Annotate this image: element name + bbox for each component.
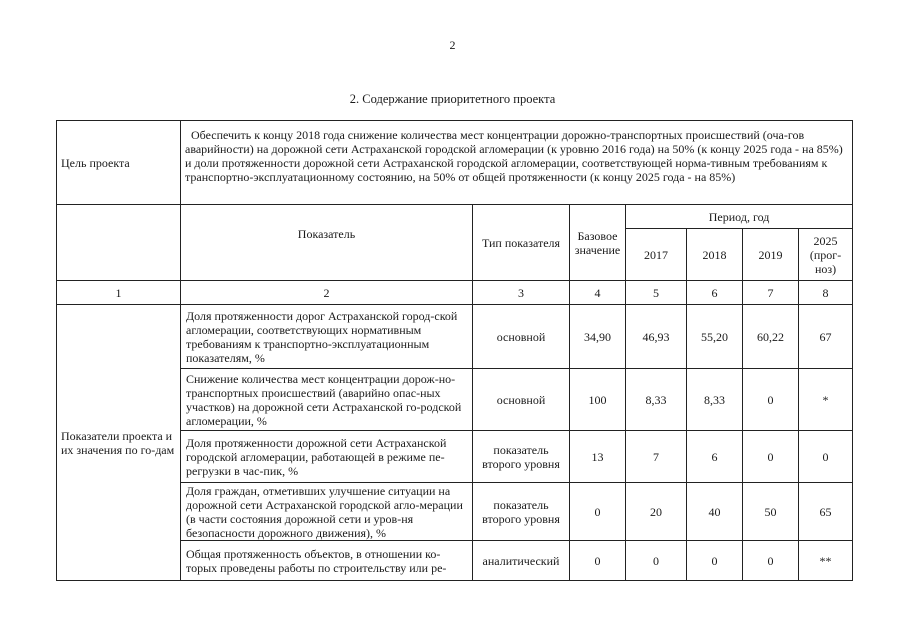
column-number: 6 — [687, 281, 743, 305]
value-2019: 0 — [743, 541, 799, 581]
header-year: 2018 — [687, 229, 743, 281]
indicator-name: Доля протяженности дорожной сети Астраханской городской агломерации, работающей в режиме пе-регрузки в час-пик, % — [181, 431, 473, 483]
goal-row — [57, 121, 853, 205]
value-2018: 55,20 — [687, 305, 743, 369]
column-numbers-row — [57, 281, 853, 305]
goal-label: Цель проекта — [57, 121, 181, 205]
indicator-type: показатель второго уровня — [473, 483, 570, 541]
indicator-type: основной — [473, 305, 570, 369]
value-2017: 20 — [626, 483, 687, 541]
base-value: 13 — [570, 431, 626, 483]
indicator-name: Снижение количества мест концентрации дорож-но-транспортных происшествий (аварийно опас-ных участков) на дорожной сети Астраханской го-родской агломерации, % — [181, 369, 473, 431]
header-type: Тип показателя — [473, 205, 570, 281]
goal-text: Обеспечить к концу 2018 года снижение количества мест концентрации дорожно-транспортных происшествий (оча-гов аварийности) на дорожной сети Астраханской городской агломерации (к уровню 2016 года) на 50% (к концу 2025 года - на 85%) и доли протяженности дорожной сети Астраханской городской агломерации, соответствующей норма-тивным требованиям к транспортно-эксплуатационному состоянию, на 50% от общей протяженности (к концу 2025 года - на 85%) — [181, 121, 853, 205]
header-empty — [57, 205, 181, 281]
value-2025: 0 — [799, 431, 853, 483]
value-2017: 8,33 — [626, 369, 687, 431]
value-2017: 0 — [626, 541, 687, 581]
column-number: 1 — [57, 281, 181, 305]
column-number: 5 — [626, 281, 687, 305]
indicator-type: основной — [473, 369, 570, 431]
column-number: 8 — [799, 281, 853, 305]
indicator-name: Доля протяженности дорог Астраханской город-ской агломерации, соответствующих нормативным требованиям к транспортно-эксплуатационным показателям, % — [181, 305, 473, 369]
header-indicator: Показатель — [181, 205, 473, 281]
section-title: 2. Содержание приоритетного проекта — [349, 92, 556, 106]
section-label: Показатели проекта и их значения по го-дам — [57, 305, 181, 581]
value-2025: 65 — [799, 483, 853, 541]
value-2019: 0 — [743, 369, 799, 431]
value-2017: 46,93 — [626, 305, 687, 369]
column-number: 7 — [743, 281, 799, 305]
value-2017: 7 — [626, 431, 687, 483]
value-2019: 50 — [743, 483, 799, 541]
indicator-name: Общая протяженность объектов, в отношении ко-торых проведены работы по строительству или ре- — [181, 541, 473, 581]
value-2018: 0 — [687, 541, 743, 581]
header-year: 2017 — [626, 229, 687, 281]
value-2019: 0 — [743, 431, 799, 483]
indicator-type: показатель второго уровня — [473, 431, 570, 483]
indicator-type: аналитический — [473, 541, 570, 581]
value-2019: 60,22 — [743, 305, 799, 369]
value-2025: 67 — [799, 305, 853, 369]
header-period: Период, год — [626, 205, 853, 229]
header-year: 2019 — [743, 229, 799, 281]
value-2018: 40 — [687, 483, 743, 541]
value-2018: 8,33 — [687, 369, 743, 431]
page-number: 2 — [449, 38, 456, 52]
value-2025: * — [799, 369, 853, 431]
base-value: 34,90 — [570, 305, 626, 369]
column-number: 2 — [181, 281, 473, 305]
value-2025: ** — [799, 541, 853, 581]
header-base: Базовое значение — [570, 205, 626, 281]
header-year-forecast: 2025 (прог-ноз) — [799, 229, 853, 281]
base-value: 0 — [570, 483, 626, 541]
base-value: 0 — [570, 541, 626, 581]
project-table — [56, 120, 853, 581]
value-2018: 6 — [687, 431, 743, 483]
column-number: 4 — [570, 281, 626, 305]
indicator-name: Доля граждан, отметивших улучшение ситуации на дорожной сети Астраханской городской агло-мерации (в части состояния дорожной сети и уров-ня безопасности дорожного движения), % — [181, 483, 473, 541]
column-number: 3 — [473, 281, 570, 305]
header-row-1 — [57, 205, 853, 229]
base-value: 100 — [570, 369, 626, 431]
table-row — [57, 305, 853, 369]
